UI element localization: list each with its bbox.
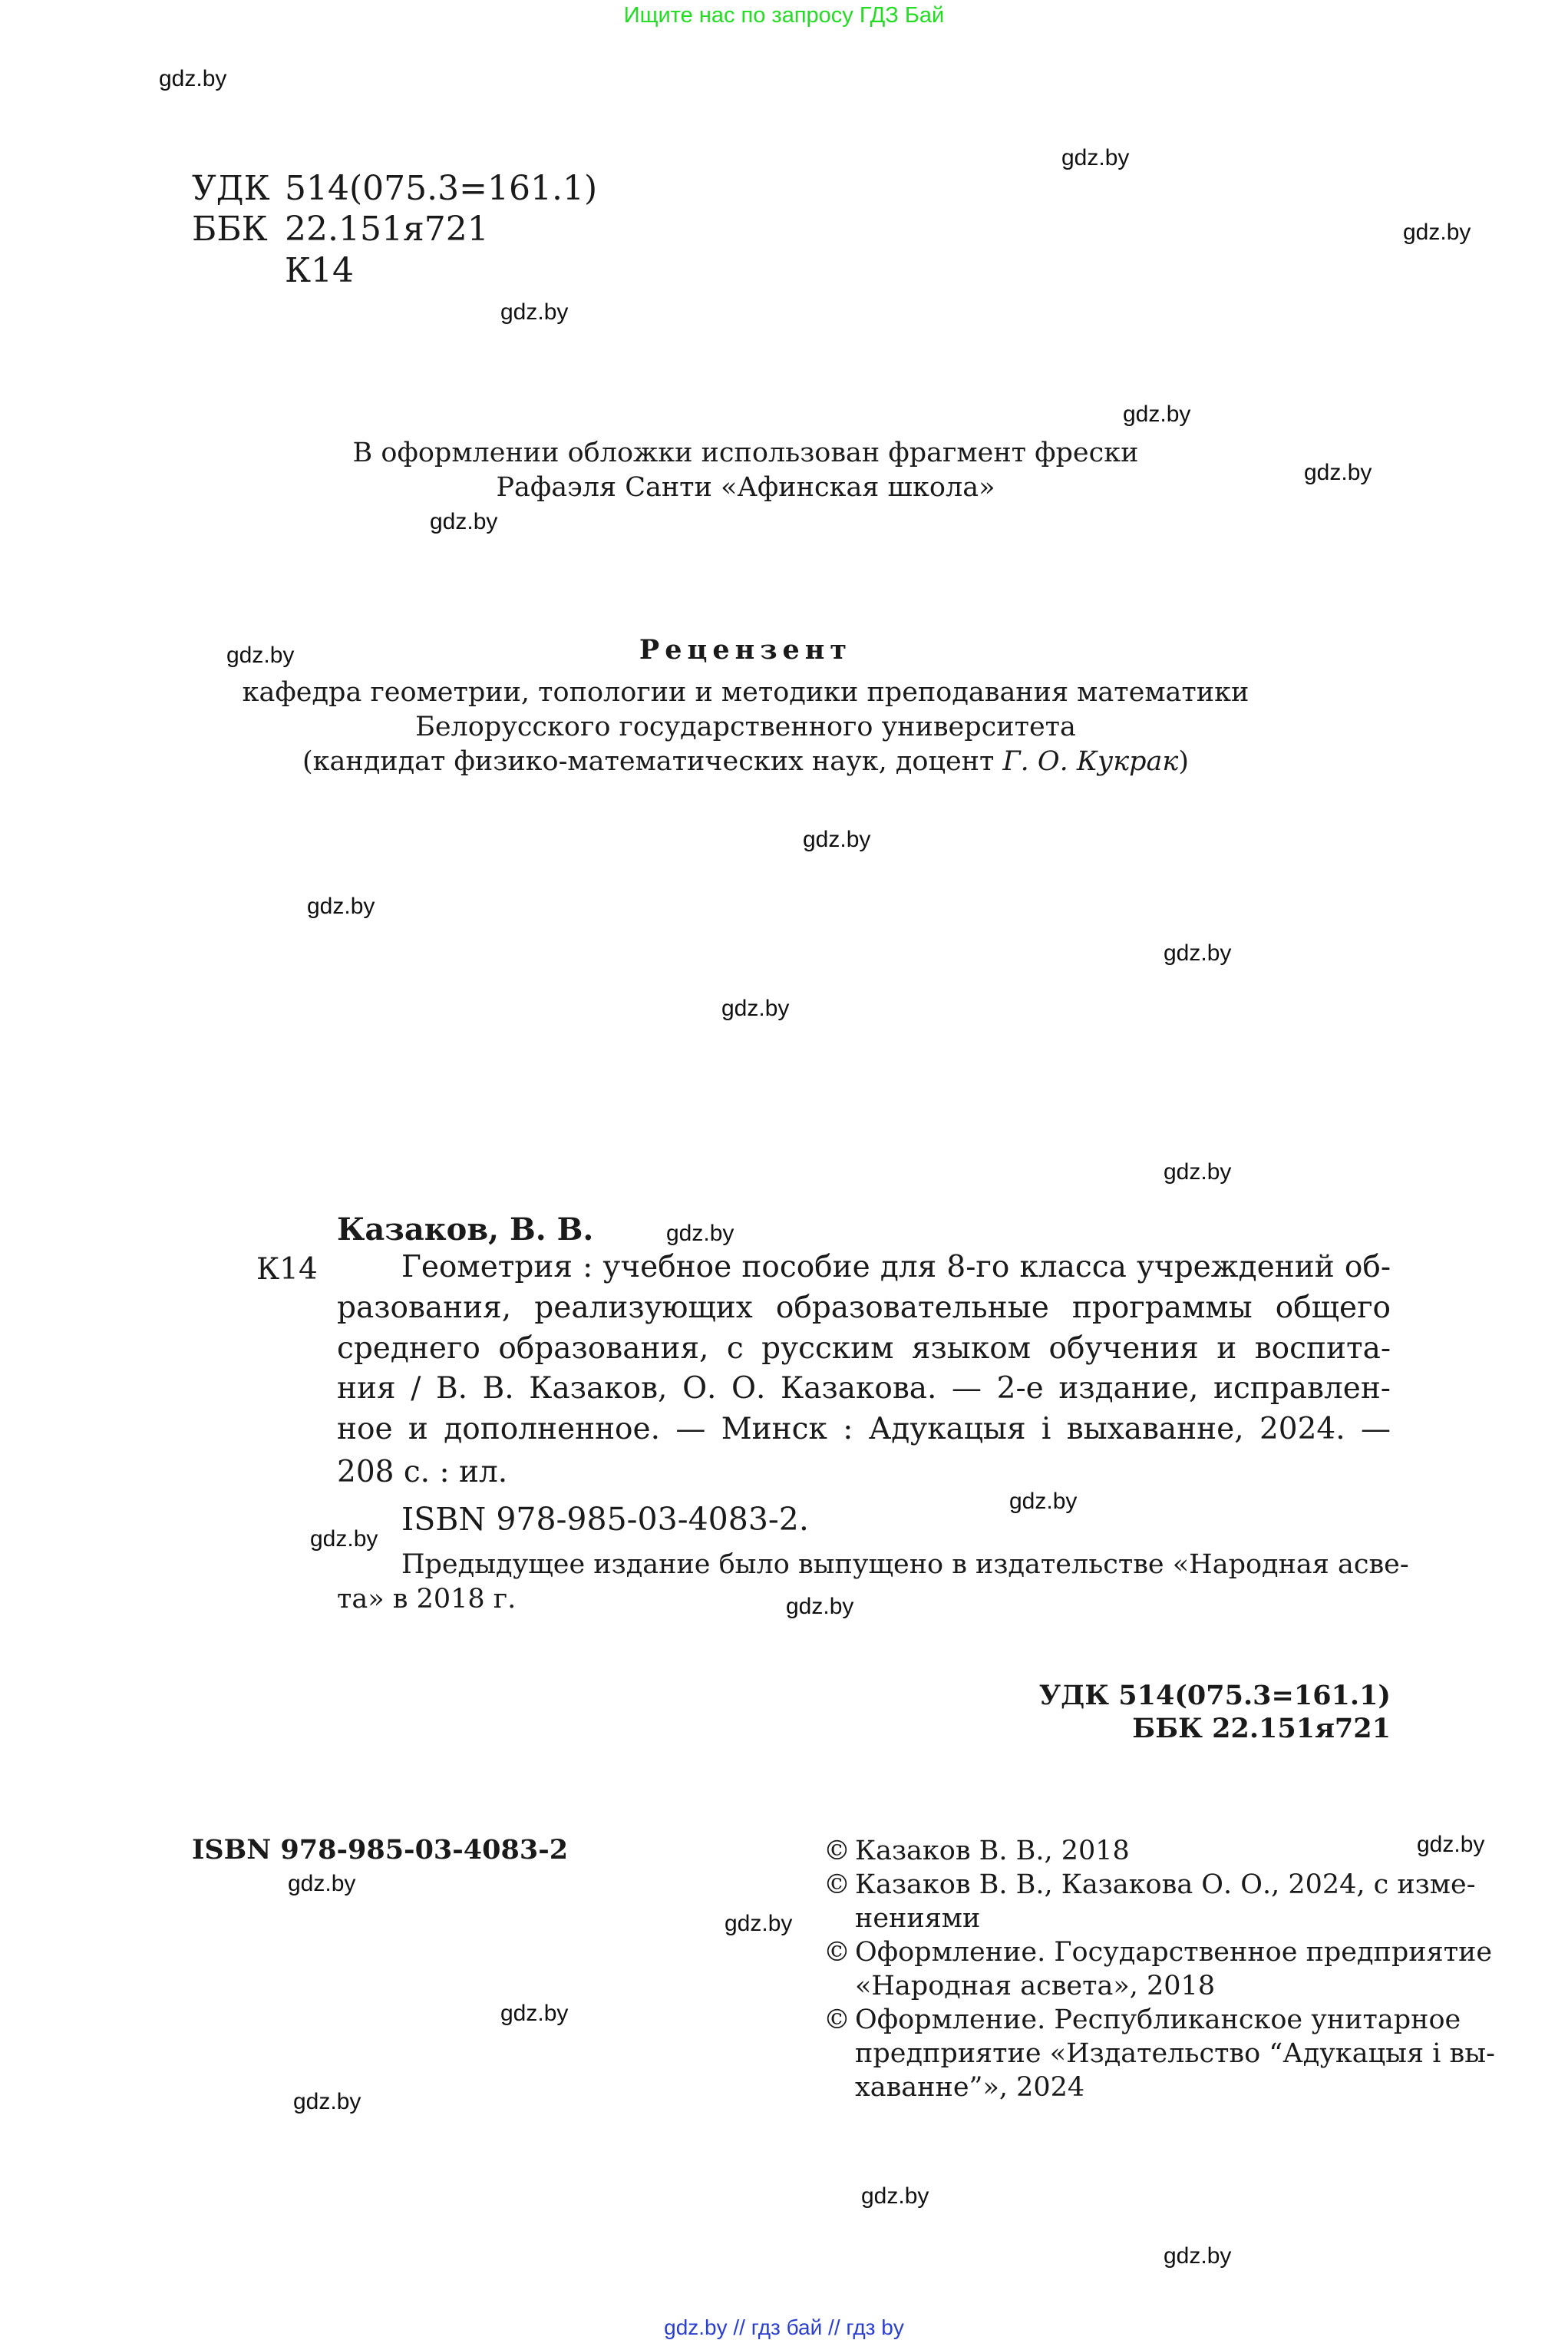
udk-value: 514(075.3=161.1)	[285, 169, 598, 208]
reviewer-line: Белорусского государственного университета	[415, 712, 1076, 742]
record-line: разования, реализующих образовательные программы общего	[337, 1291, 1391, 1325]
watermark-text: gdz.by	[1304, 460, 1372, 485]
watermark-text: gdz.by	[861, 2183, 929, 2209]
cover-note-line: В оформлении обложки использован фрагмент фрески	[352, 438, 1139, 468]
copyright-icon: ©	[824, 1836, 850, 1866]
watermark-text: gdz.by	[1009, 1489, 1078, 1514]
udk-label: УДК	[192, 169, 270, 208]
watermark-text: gdz.by	[1164, 1159, 1232, 1185]
record-author: Казаков, В. В.	[337, 1211, 594, 1248]
copyright-line: Оформление. Республиканское унитарное	[855, 2005, 1461, 2035]
cover-note-line: Рафаэля Санти «Афинская школа»	[496, 472, 995, 503]
watermark-text: gdz.by	[430, 509, 498, 534]
record-line: Геометрия : учебное пособие для 8-го класса учреждений об-	[401, 1250, 1391, 1284]
copyright-line: хаванне”», 2024	[855, 2072, 1085, 2103]
copyright-line: нениями	[855, 1903, 981, 1934]
bbk-label: ББК	[192, 210, 268, 249]
watermark-text: gdz.by	[226, 643, 295, 668]
reviewer-close: )	[1178, 746, 1189, 777]
copyright-icon: ©	[824, 2005, 850, 2035]
watermark-text: gdz.by	[293, 2089, 361, 2114]
search-banner[interactable]: Ищите нас по запросу ГДЗ Бай	[623, 3, 945, 28]
copyright-icon: ©	[824, 1869, 850, 1900]
copyright-line: предприятие «Издательство “Адукацыя і вы-	[855, 2038, 1495, 2069]
previous-edition-line: та» в 2018 г.	[337, 1584, 517, 1615]
copyright-line: Оформление. Государственное предприятие	[855, 1937, 1493, 1968]
watermark-text: gdz.by	[725, 1911, 793, 1936]
bbk-value: 22.151я721	[285, 210, 489, 249]
isbn-bottom: ISBN 978-985-03-4083-2	[192, 1834, 569, 1866]
reviewer-credentials: (кандидат физико-математических наук, доцент	[302, 746, 1003, 777]
watermark-text: gdz.by	[1164, 940, 1232, 966]
record-line: 208 с. : ил.	[337, 1455, 508, 1489]
record-line: ное и дополненное. — Минск : Адукацыя і выхаванне, 2024. —	[337, 1412, 1391, 1446]
copyright-line: Казаков В. В., 2018	[855, 1836, 1130, 1866]
author-mark: К14	[285, 251, 355, 290]
reviewer-line	[0, 746, 1568, 777]
record-line: ния / В. В. Казаков, О. О. Казакова. — 2-е издание, исправлен-	[337, 1371, 1391, 1406]
watermark-text: gdz.by	[500, 2001, 569, 2026]
watermark-text: gdz.by	[1403, 220, 1471, 245]
watermark-text: gdz.by	[310, 1526, 378, 1552]
reviewer-name: Г. О. Кукрак	[1002, 746, 1179, 777]
previous-edition-line: Предыдущее издание было выпущено в издательстве «Народная асве-	[401, 1549, 1409, 1580]
watermark-text: gdz.by	[721, 996, 790, 1021]
watermark-text: gdz.by	[159, 66, 227, 91]
watermark-text: gdz.by	[666, 1221, 734, 1246]
watermark-text: gdz.by	[1061, 145, 1130, 170]
record-udk: УДК 514(075.3=161.1)	[1038, 1680, 1391, 1711]
copyright-line: «Народная асвета», 2018	[855, 1971, 1216, 2001]
watermark-text: gdz.by	[803, 827, 871, 852]
reviewer-line: кафедра геометрии, топологии и методики преподавания математики	[242, 677, 1249, 708]
record-line: среднего образования, с русским языком обучения и воспита-	[337, 1331, 1391, 1366]
footer-links[interactable]: gdz.by // гдз бай // гдз by	[664, 2315, 904, 2339]
copyright-icon: ©	[824, 1937, 850, 1968]
watermark-text: gdz.by	[1123, 402, 1191, 427]
reviewer-heading: Рецензент	[639, 634, 853, 666]
watermark-text: gdz.by	[288, 1871, 356, 1896]
watermark-text: gdz.by	[1164, 2243, 1232, 2269]
watermark-text: gdz.by	[786, 1594, 854, 1619]
copyright-line: Казаков В. В., Казакова О. О., 2024, с изме-	[855, 1869, 1476, 1900]
record-bbk: ББК 22.151я721	[1132, 1713, 1391, 1744]
watermark-text: gdz.by	[307, 894, 375, 919]
record-mark: К14	[256, 1252, 318, 1287]
watermark-text: gdz.by	[1417, 1832, 1485, 1857]
watermark-text: gdz.by	[500, 299, 569, 325]
record-isbn: ISBN 978-985-03-4083-2.	[401, 1501, 809, 1538]
